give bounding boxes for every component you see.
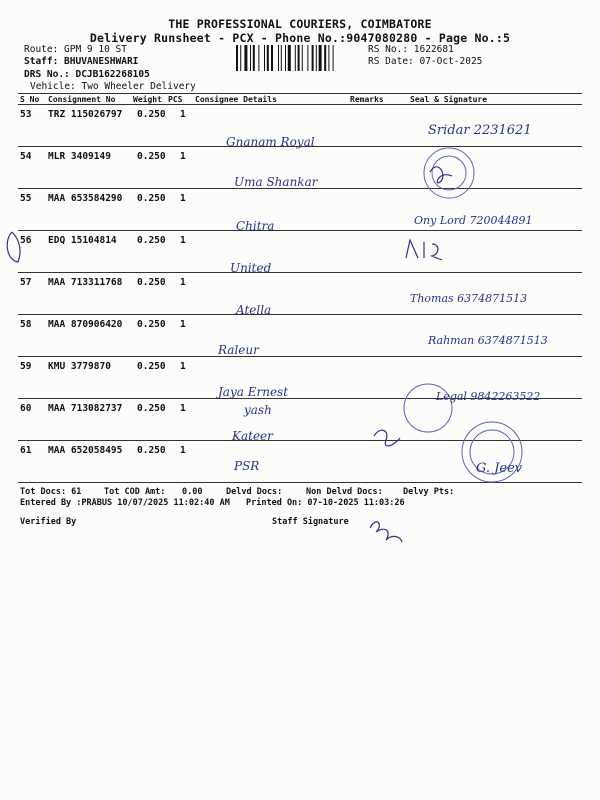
rs-date: RS Date: 07-Oct-2025 bbox=[368, 56, 483, 67]
weight: 0.250 bbox=[137, 319, 166, 330]
drs-number: DRS No.: DCJB162268105 bbox=[24, 69, 150, 80]
consignment-no: MAA 870906420 bbox=[48, 319, 123, 330]
consignment-no: MLR 3409149 bbox=[48, 151, 111, 162]
col-consignee: Consignee Details bbox=[195, 95, 277, 104]
sno: 58 bbox=[20, 319, 32, 330]
consignment-no: TRZ 115026797 bbox=[48, 109, 123, 120]
col-sno: S No bbox=[20, 95, 40, 104]
consignment-no: MAA 653584290 bbox=[48, 193, 123, 204]
weight: 0.250 bbox=[137, 277, 166, 288]
handwritten-consignee: Gnanam Royal bbox=[226, 135, 315, 149]
handwritten-consignee: PSR bbox=[234, 459, 260, 473]
col-weight: Weight bbox=[133, 95, 162, 104]
weight: 0.250 bbox=[137, 361, 166, 372]
handwritten-signature: G. Jeev bbox=[476, 461, 523, 476]
table-row bbox=[0, 314, 600, 356]
pcs: 1 bbox=[180, 235, 186, 246]
sno: 59 bbox=[20, 361, 32, 372]
table-row bbox=[0, 356, 600, 398]
delivered-docs: Delvd Docs: bbox=[226, 487, 283, 497]
consignment-no: MAA 713082737 bbox=[48, 403, 123, 414]
entered-by: Entered By :PRABUS 10/07/2025 11:02:40 AM bbox=[20, 498, 230, 508]
company-title: THE PROFESSIONAL COURIERS, COIMBATORE bbox=[168, 17, 432, 31]
handwritten-signature: Legal 9842263522 bbox=[436, 390, 541, 403]
non-delivered-docs: Non Delvd Docs: bbox=[306, 487, 383, 497]
handwritten-signature: Ony Lord 720044891 bbox=[414, 214, 533, 227]
staff-signature-label: Staff Signature bbox=[272, 517, 349, 527]
col-seal-signature: Seal & Signature bbox=[410, 95, 488, 104]
weight: 0.250 bbox=[137, 193, 166, 204]
consignment-no: EDQ 15104814 bbox=[48, 235, 117, 246]
sno: 55 bbox=[20, 193, 32, 204]
sno: 56 bbox=[20, 235, 32, 246]
header-rule bbox=[18, 93, 582, 94]
handwritten-consignee: Kateer bbox=[232, 429, 273, 443]
handwritten-consignee: Raleur bbox=[218, 343, 259, 357]
pcs: 1 bbox=[180, 445, 186, 456]
runsheet-subtitle: Delivery Runsheet - PCX - Phone No.:9047080280 - Page No.:5 bbox=[89, 31, 511, 45]
sno: 60 bbox=[20, 403, 32, 414]
table-row bbox=[0, 104, 600, 146]
total-cod-value: 0.00 bbox=[182, 487, 203, 497]
pcs: 1 bbox=[180, 403, 186, 414]
sno: 54 bbox=[20, 151, 32, 162]
weight: 0.250 bbox=[137, 445, 166, 456]
consignment-no: MAA 652058495 bbox=[48, 445, 123, 456]
col-pcs: PCS bbox=[168, 95, 183, 104]
table-row bbox=[0, 230, 600, 272]
barcode-image bbox=[236, 45, 364, 71]
consignment-no: KMU 3779870 bbox=[48, 361, 111, 372]
signature-scribble bbox=[370, 522, 402, 542]
route-label: Route: GPM 9 10 ST bbox=[24, 44, 127, 55]
weight: 0.250 bbox=[137, 151, 166, 162]
table-row bbox=[0, 398, 600, 440]
printed-on: Printed On: 07-10-2025 11:03:26 bbox=[246, 498, 405, 508]
total-cod-label: Tot COD Amt: bbox=[104, 487, 166, 497]
col-consignment: Consignment No bbox=[48, 95, 116, 104]
sno: 61 bbox=[20, 445, 32, 456]
handwritten-signature: Rahman 6374871513 bbox=[428, 334, 548, 347]
pcs: 1 bbox=[180, 109, 186, 120]
handwritten-signature: Sridar 2231621 bbox=[428, 123, 532, 138]
pcs: 1 bbox=[180, 277, 186, 288]
handwritten-consignee: Jaya Ernest bbox=[218, 385, 289, 399]
pcs: 1 bbox=[180, 361, 186, 372]
footer-rule bbox=[18, 482, 582, 483]
handwritten-consignee: Atella bbox=[236, 303, 272, 317]
verified-by: Verified By bbox=[20, 517, 77, 527]
vehicle-label: Vehicle: Two Wheeler Delivery bbox=[30, 81, 196, 92]
rs-number: RS No.: 1622681 bbox=[368, 44, 454, 55]
sno: 57 bbox=[20, 277, 32, 288]
handwritten-consignee: Chitra bbox=[236, 219, 275, 233]
table-row bbox=[0, 146, 600, 188]
table-row bbox=[0, 272, 600, 314]
pcs: 1 bbox=[180, 151, 186, 162]
handwritten-signature: Thomas 6374871513 bbox=[410, 292, 528, 305]
handwritten-consignee: yash bbox=[244, 403, 272, 417]
col-remarks: Remarks bbox=[350, 95, 384, 104]
sno: 53 bbox=[20, 109, 32, 120]
weight: 0.250 bbox=[137, 403, 166, 414]
table-row bbox=[0, 188, 600, 230]
handwritten-consignee: Uma Shankar bbox=[234, 175, 318, 189]
handwritten-consignee: United bbox=[230, 261, 272, 275]
pcs: 1 bbox=[180, 193, 186, 204]
total-docs: Tot Docs: 61 bbox=[20, 487, 82, 497]
pcs: 1 bbox=[180, 319, 186, 330]
table-row bbox=[0, 440, 600, 482]
weight: 0.250 bbox=[137, 109, 166, 120]
weight: 0.250 bbox=[137, 235, 166, 246]
staff-label: Staff: BHUVANESHWARI bbox=[24, 56, 139, 67]
consignment-no: MAA 713311768 bbox=[48, 277, 123, 288]
delivery-points: Delvy Pts: bbox=[403, 487, 455, 497]
